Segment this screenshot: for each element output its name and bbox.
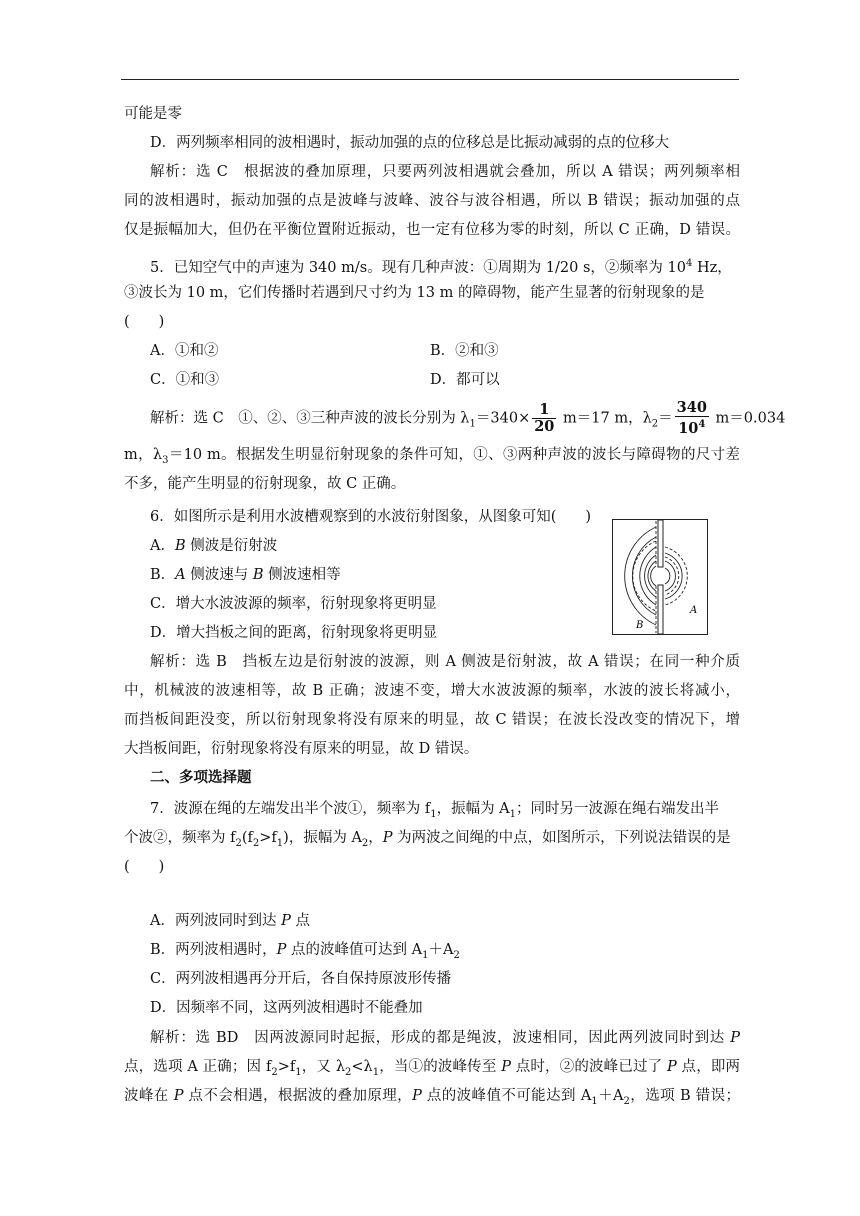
- question-7-paren: ( ): [124, 859, 165, 875]
- analysis-4-line1: 解析：选 C 根据波的叠加原理，只要两列波相遇就会叠加，所以 A 错误；两列频率相: [150, 164, 740, 180]
- question-6-stem: 6．如图所示是利用水波槽观察到的水波衍射图象，从图象可知( ): [150, 509, 592, 525]
- analysis-7-line1: 解析：选 BD 因两波源同时起振，形成的都是绳波，波速相同，因此两列波同时到达 P: [150, 1030, 740, 1046]
- option-d: D．都可以: [430, 372, 500, 388]
- analysis-5-line1: 解析：选 C ①、②、③三种声波的波长分别为 $\lambda_1=340\times$ $\frac{1}{20}$ m＝17 m，$\lambda_2=$ $\frac{340}{10^4}$ m＝0.034: [150, 399, 786, 437]
- q7-option-a: A．两列波同时到达 P 点: [150, 913, 310, 929]
- question-7-line2: 个波②，频率为 $f_2(f_2>f_1)$，振幅为 $A_2$，P 为两波之间绳的中点，如图所示，下列说法错误的是: [124, 830, 731, 849]
- option-c: C．①和③: [150, 372, 220, 388]
- option-b: B．②和③: [430, 343, 499, 359]
- q6-option-c: C．增大水波波源的频率，衍射现象将更明显: [150, 596, 437, 612]
- analysis-7-line2: 点，选项 A 正确；因 $f_2>f_1$，又 $\lambda_2<\lambda_1$，当①的波峰传至 P 点时，②的波峰已过了 P 点，即两: [124, 1059, 741, 1078]
- option-a: A．①和②: [150, 343, 219, 359]
- analysis-6-line2: 中，机械波的波速相等，故 B 正确；波速不变，增大水波波源的频率，水波的波长将减小，: [124, 683, 740, 699]
- figure-label-b: B: [636, 620, 644, 631]
- option-d-prev: D．两列频率相同的波相遇时，振动加强的点的位移总是比振动减弱的点的位移大: [150, 135, 670, 151]
- analysis-7-line3: 波峰在 P 点不会相遇，根据波的叠加原理，P 点的波峰值不可能达到 $A_1+A_2$，选项 B 错误；: [124, 1088, 740, 1107]
- analysis-4-line2: 同的波相遇时，振动加强的点是波峰与波峰、波谷与波谷相遇，所以 B 错误；振动加强的点: [124, 193, 740, 209]
- text-line: 可能是零: [124, 106, 182, 122]
- water-wave-diffraction-figure: [612, 519, 708, 635]
- analysis-6-line1: 解析：选 B 挡板左边是衍射波的波源，则 A 侧波是衍射波，故 A 错误；在同一种介质: [150, 654, 740, 670]
- q6-option-d: D．增大挡板之间的距离，衍射现象将更明显: [150, 625, 438, 641]
- analysis-5-line3: 不多，能产生明显的衍射现象，故 C 正确。: [124, 476, 406, 492]
- analysis-4-line3: 仅是振幅加大，但仍在平衡位置附近振动，也一定有位移为零的时刻，所以 C 正确，D 错误。: [124, 222, 740, 238]
- q7-option-c: C．两列波相遇再分开后，各自保持原波形传播: [150, 971, 452, 987]
- question-7-line1: 7．波源在绳的左端发出半个波①，频率为 $f_1$，振幅为 $A_1$；同时另一波源在绳右端发出半: [150, 801, 720, 820]
- analysis-6-line3: 而挡板间距没变，所以衍射现象将没有原来的明显，故 C 错误；在波长没改变的情况下，增: [124, 712, 740, 728]
- analysis-6-line4: 大挡板间距，衍射现象将没有原来的明显，故 D 错误。: [124, 741, 479, 757]
- section-heading-multiple-choice: 二、多项选择题: [150, 769, 252, 786]
- q7-option-b: B．两列波相遇时，P 点的波峰值可达到 $A_1+A_2$: [150, 942, 460, 961]
- q7-option-d: D．因频率不同，这两列波相遇时不能叠加: [150, 1000, 423, 1016]
- analysis-5-line2: m，$\lambda_3=10$ m。根据发生明显衍射现象的条件可知，①、③两种声波的波长与障碍物的尺寸差: [124, 447, 740, 466]
- question-5-paren: ( ): [124, 314, 165, 330]
- figure-label-a: A: [690, 605, 698, 616]
- q6-option-b: B．A 侧波速与 B 侧波速相等: [150, 567, 341, 583]
- header-rule: [121, 79, 739, 80]
- fraction-340-10e4: $\frac{340}{10^4}$: [676, 399, 707, 437]
- question-5-line1: 5．已知空气中的声速为 340 m/s。现有几种声波：①周期为 1/20 s，②频率为 $10^4$ Hz，: [150, 258, 732, 276]
- fraction-1-20: $\frac{1}{20}$: [534, 400, 555, 435]
- q6-option-a: A．B 侧波是衍射波: [150, 538, 278, 554]
- question-5-line2: ③波长为 10 m，它们传播时若遇到尺寸约为 13 m 的障碍物，能产生显著的衍射现象的是: [124, 285, 705, 301]
